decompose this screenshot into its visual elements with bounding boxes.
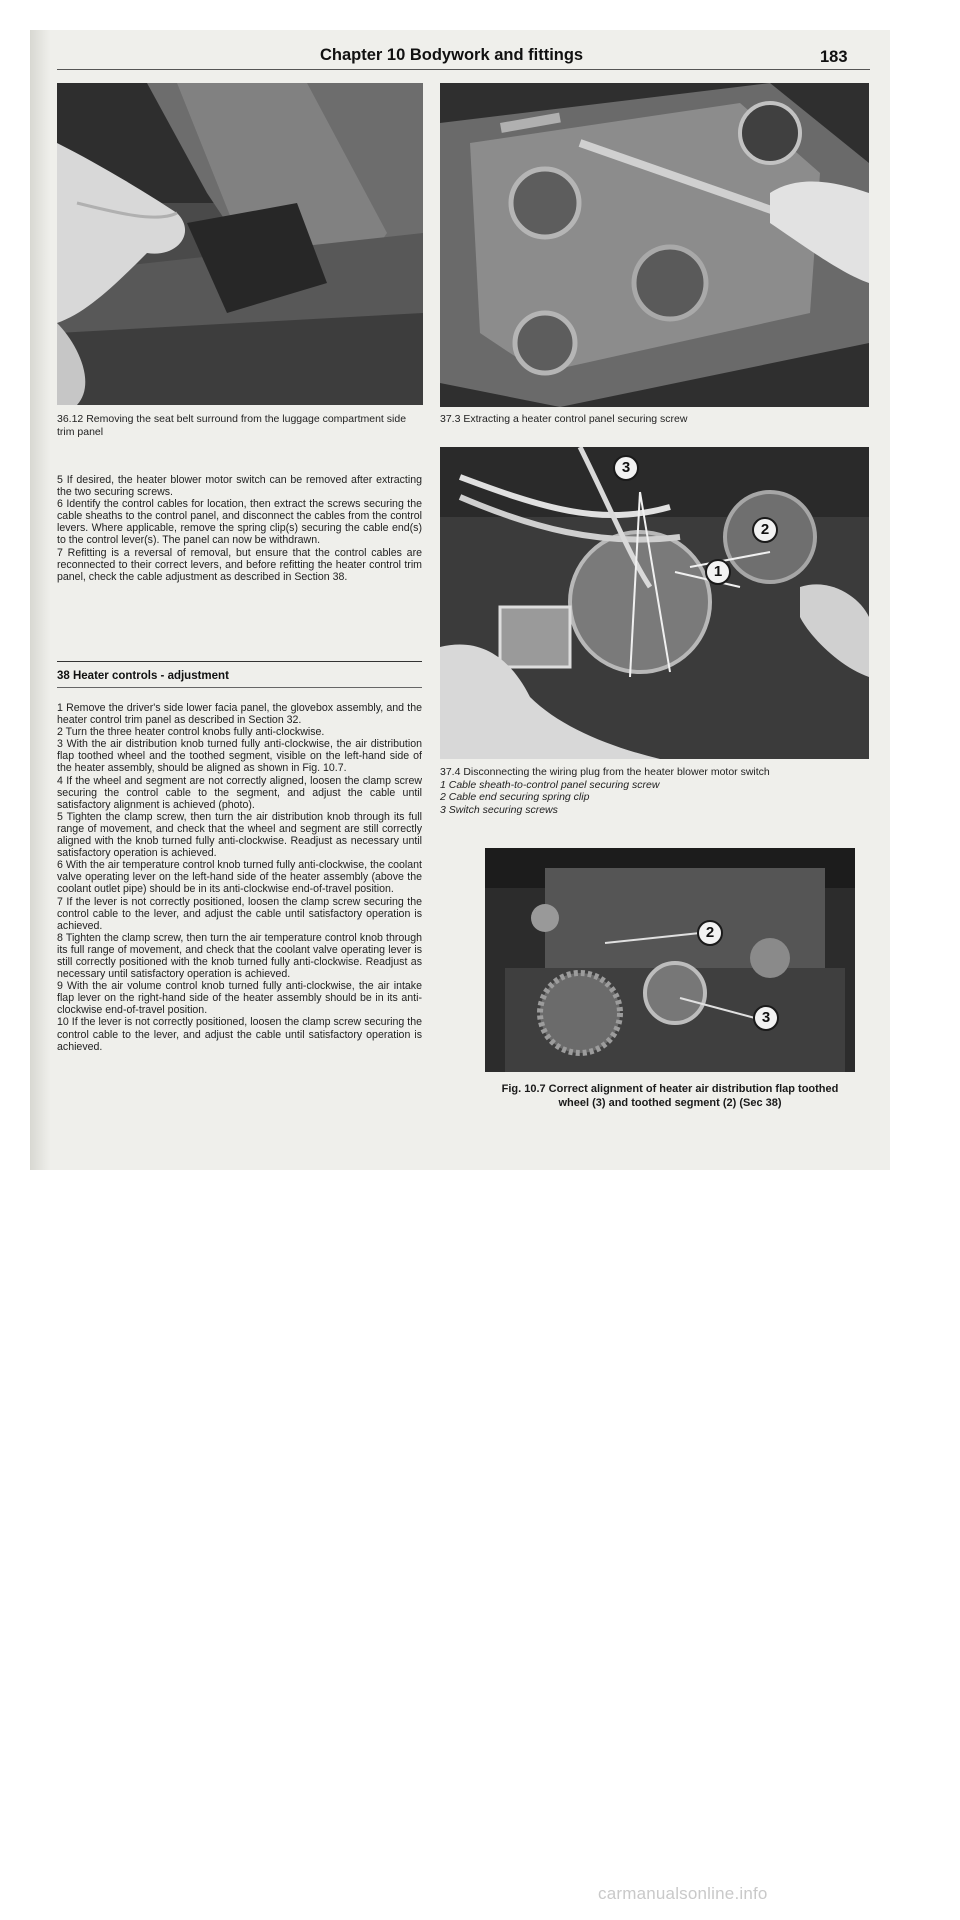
caption-37-4 [440, 766, 869, 816]
paragraph: 6 Identify the control cables for location, then extract the screws securing the cable sheaths to the control panel, and disconnect the cables from the control levers. Where applicable, remove the spring clip(s) securing the cable end(s) to the control lever(s). The panel can now be withdrawn. [57, 498, 422, 547]
running-head: Chapter 10 Bodywork and fittings [320, 46, 584, 64]
paragraph: 10 If the lever is not correctly positioned, loosen the clamp screw securing the control cable to the lever, and adjust the cable until satisfactory operation is achieved. [57, 1016, 422, 1053]
paragraph: 4 If the wheel and segment are not correctly aligned, loosen the clamp screw securing the control cable to the segment, and adjust the cable until satisfactory alignment is achieved (photo). [57, 774, 422, 811]
caption-fig-10-7-line1: Fig. 10.7 Correct alignment of heater air distribution flap toothed [501, 1083, 839, 1095]
paragraph: 9 With the air volume control knob turned fully anti-clockwise, the air intake flap lever on the right-hand side of the heater assembly should be in its anti-clockwise end-of-travel position. [57, 980, 422, 1017]
paragraph: 5 If desired, the heater blower motor switch can be removed after extracting the two securing screws. [57, 474, 422, 499]
callout-3: 3 [613, 455, 639, 481]
caption-key-2: 2 Cable end securing spring clip [440, 791, 590, 803]
paragraph: 7 If the lever is not correctly positioned, loosen the clamp screw securing the control cable to the lever, and adjust the cable until satisfactory operation is achieved. [57, 895, 422, 932]
photo-blower-switch-wiring [440, 447, 869, 759]
photo-heater-panel-screw [440, 83, 869, 407]
paragraph: 2 Turn the three heater control knobs fully anti-clockwise. [57, 726, 325, 739]
caption-37-4-title: 37.4 Disconnecting the wiring plug from the heater blower motor switch [440, 766, 770, 778]
caption-fig-10-7-line2: wheel (3) and toothed segment (2) (Sec 38) [558, 1096, 782, 1109]
section-38-text [57, 702, 422, 1053]
paragraph: 1 Remove the driver's side lower facia panel, the glovebox assembly, and the heater control trim panel as described in Section 32. [57, 702, 422, 727]
page-number: 183 [820, 48, 848, 66]
photo-seat-belt-surround [57, 83, 423, 405]
callout-1: 1 [705, 559, 731, 585]
paragraph: 6 With the air temperature control knob turned fully anti-clockwise, the coolant valve operating lever on the left-hand side of the heater assembly (above the coolant outlet pipe) should be in its anti-clockwise end-of-travel position. [57, 859, 422, 896]
paragraph: 5 Tighten the clamp screw, then turn the air distribution knob through its full range of movement, and check that the wheel and segment are still correctly aligned with the knob turned fully anti-clockwise. Readjust as necessary until satisfactory operation is achieved. [57, 810, 422, 860]
caption-37-3: 37.3 Extracting a heater control panel securing screw [440, 413, 688, 425]
paragraph: 8 Tighten the clamp screw, then turn the air temperature control knob through its full range of movement, and check that the coolant valve operating lever is still correctly positioned with the knob turned fully anti-clockwise. Readjust as necessary until satisfactory operation is achieved. [57, 931, 422, 981]
header-rule [57, 69, 870, 70]
caption-key-3: 3 Switch securing screws [440, 803, 558, 816]
paragraph: 3 With the air distribution knob turned fully anti-clockwise, the air distribution flap toothed wheel and the toothed segment, visible on the left-hand side of the heater assembly, should be aligned as shown in Fig. 10.7. [57, 738, 422, 775]
callout-3: 3 [753, 1005, 779, 1031]
callout-2: 2 [697, 920, 723, 946]
caption-36-12: 36.12 Removing the seat belt surround from the luggage compartment side trim panel [57, 413, 407, 438]
photo-fig-10-7 [485, 848, 855, 1072]
caption-key-1: 1 Cable sheath-to-control panel securing screw [440, 778, 660, 791]
section-heading: 38 Heater controls - adjustment [57, 661, 422, 688]
caption-fig-10-7 [470, 1083, 870, 1110]
callout-2: 2 [752, 517, 778, 543]
watermark-url[interactable]: carmanualsonline.info [598, 1884, 768, 1903]
page-gutter-shadow [30, 30, 50, 1170]
paragraph: 7 Refitting is a reversal of removal, but ensure that the control cables are reconnected to their correct levers, and before refitting the heater control trim panel, check the cable adjustment as described in Section 38. [57, 546, 422, 583]
intro-text [57, 474, 422, 583]
